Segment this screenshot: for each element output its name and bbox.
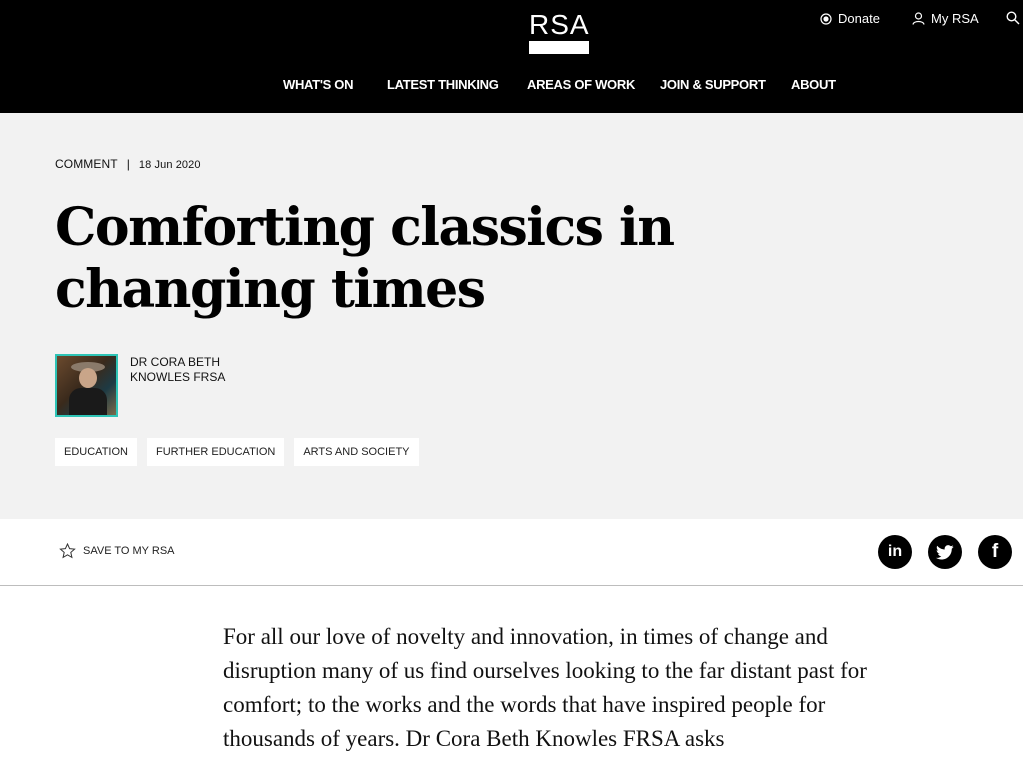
author-block[interactable] — [55, 354, 250, 417]
rsa-logo[interactable] — [529, 10, 589, 55]
nav-areas-of-work[interactable]: AREAS OF WORK — [527, 77, 636, 92]
share-facebook-button[interactable] — [978, 535, 1012, 569]
logo-text: RSA — [529, 9, 590, 40]
tag-further-education[interactable]: FURTHER EDUCATION — [147, 438, 284, 466]
share-twitter-button[interactable] — [928, 535, 962, 569]
tag-arts-and-society[interactable]: ARTS AND SOCIETY — [294, 438, 418, 466]
site-header — [0, 0, 1023, 113]
article-hero — [0, 113, 1023, 519]
donate-label: Donate — [838, 11, 880, 26]
nav-about[interactable]: ABOUT — [791, 77, 836, 92]
save-label: SAVE TO MY RSA — [83, 545, 175, 557]
article-date: 18 Jun 2020 — [138, 159, 201, 171]
search-button[interactable] — [1006, 11, 1023, 25]
twitter-icon — [936, 545, 954, 560]
meta-separator: | — [126, 157, 130, 171]
donate-icon — [820, 13, 832, 25]
share-bar — [0, 519, 1023, 586]
linkedin-icon: in — [887, 543, 903, 560]
my-rsa-label: My RSA — [931, 11, 979, 26]
save-to-my-rsa-button[interactable] — [59, 543, 175, 559]
user-icon — [912, 12, 925, 25]
article-category[interactable]: COMMENT — [55, 157, 118, 171]
author-name[interactable]: DR CORA BETH KNOWLES FRSA — [130, 355, 226, 384]
article-intro: For all our love of novelty and innovation, in times of change and disruption many of us find ourselves looking to the far distant past for comfort; to the works and the words that have inspired people for thousands of years. Dr Cora Beth Knowles FRSA asks — [223, 624, 867, 751]
avatar-body — [69, 388, 107, 417]
logo-bar — [529, 41, 589, 54]
donate-link[interactable] — [820, 11, 880, 26]
nav-latest-thinking[interactable]: LATEST THINKING — [387, 77, 499, 92]
avatar-head — [79, 368, 97, 388]
tag-list — [55, 438, 429, 466]
article-title: Comforting classics in changing times — [55, 197, 674, 320]
my-rsa-link[interactable] — [912, 11, 979, 26]
facebook-icon: f — [991, 541, 999, 562]
nav-whats-on[interactable]: WHAT'S ON — [283, 77, 354, 92]
nav-join-support[interactable]: JOIN & SUPPORT — [660, 77, 766, 92]
article-meta — [55, 157, 201, 171]
search-icon — [1006, 11, 1020, 25]
tag-education[interactable]: EDUCATION — [55, 438, 137, 466]
main-nav — [0, 77, 1023, 95]
share-linkedin-button[interactable] — [878, 535, 912, 569]
author-avatar[interactable] — [55, 354, 118, 417]
star-icon — [59, 543, 76, 559]
